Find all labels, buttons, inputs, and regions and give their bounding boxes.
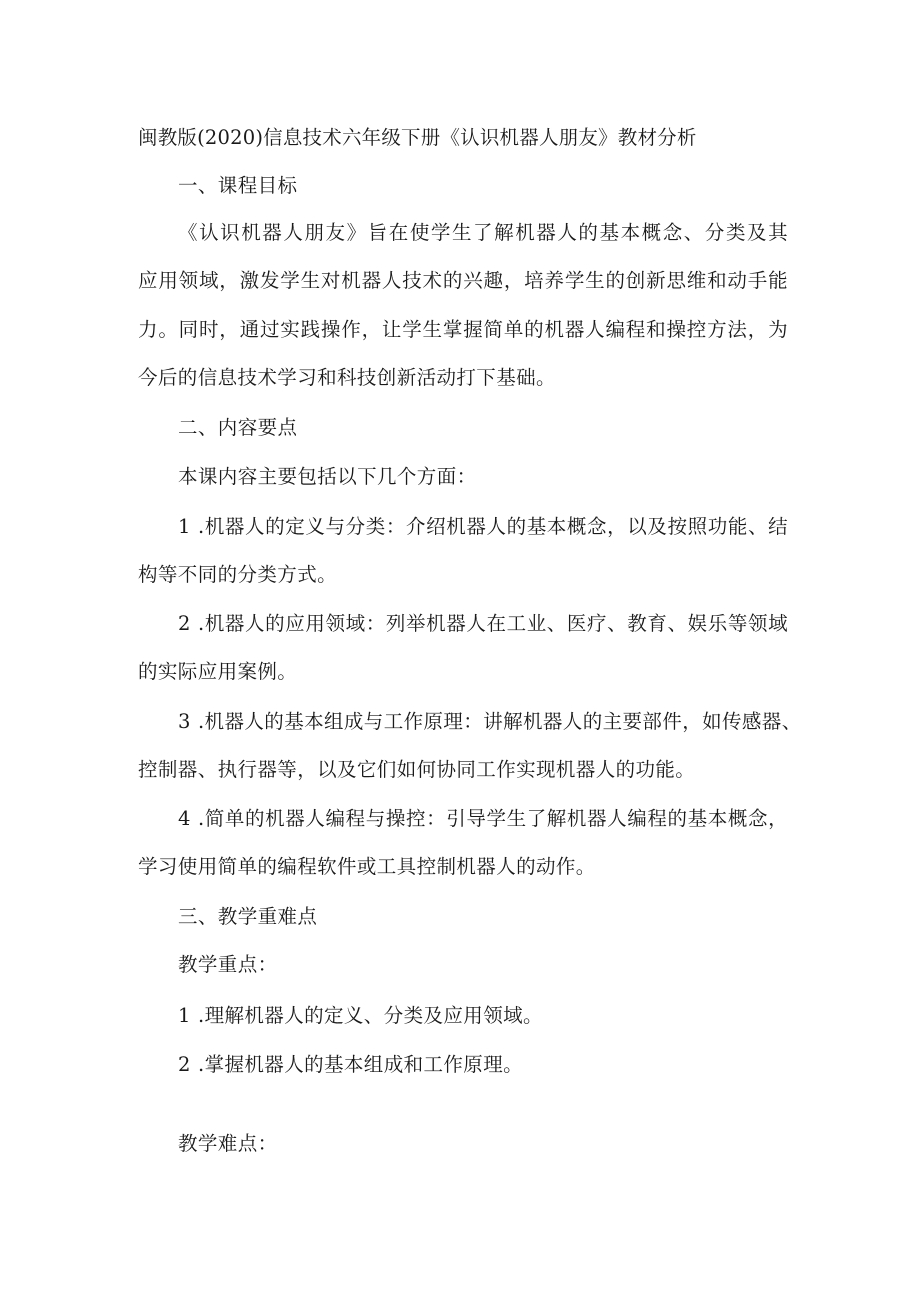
item-text: .理解机器人的定义、分类及应用领域。 (198, 1004, 543, 1027)
content-item-4-line-1 (178, 807, 788, 831)
content-item-3-line-1 (178, 710, 802, 734)
key-point-2 (178, 1053, 523, 1077)
goals-paragraph-line-2: 应用领域，激发学生对机器人技术的兴趣，培养学生的创新思维和动手能 (138, 269, 788, 292)
goals-paragraph-line-3: 力。同时，通过实践操作，让学生掌握简单的机器人编程和操控方法，为 (138, 318, 788, 341)
section-heading-content: 二、内容要点 (178, 416, 298, 439)
item-text: .掌握机器人的基本组成和工作原理。 (198, 1053, 523, 1076)
item-text: .机器人的基本组成与工作原理：讲解机器人的主要部件，如传感器、 (198, 710, 802, 733)
item-number: 3 (178, 710, 191, 733)
item-number: 2 (178, 1053, 191, 1076)
section-heading-goals: 一、课程目标 (178, 174, 298, 197)
content-item-1-line-1 (178, 515, 788, 539)
item-text: .机器人的应用领域：列举机器人在工业、医疗、教育、娱乐等领域 (198, 612, 788, 635)
content-item-4-line-2: 学习使用简单的编程软件或工具控制机器人的动作。 (138, 855, 596, 878)
key-points-label: 教学重点： (178, 953, 278, 976)
content-item-2-line-1 (178, 612, 788, 636)
goals-paragraph-line-4: 今后的信息技术学习和科技创新活动打下基础。 (138, 366, 556, 389)
section-heading-key-difficult: 三、教学重难点 (178, 905, 318, 928)
content-item-1-line-2: 构等不同的分类方式。 (138, 563, 338, 586)
item-text: .机器人的定义与分类：介绍机器人的基本概念，以及按照功能、结 (198, 515, 788, 538)
document-title: 闽教版(2020)信息技术六年级下册《认识机器人朋友》教材分析 (138, 126, 697, 149)
difficult-points-label: 教学难点： (178, 1132, 278, 1155)
item-number: 2 (178, 612, 191, 635)
item-number: 4 (178, 807, 191, 830)
goals-paragraph-line-1: 《认识机器人朋友》旨在使学生了解机器人的基本概念、分类及其 (178, 221, 788, 244)
item-number: 1 (178, 1004, 191, 1027)
content-item-3-line-2: 控制器、执行器等，以及它们如何协同工作实现机器人的功能。 (138, 758, 696, 781)
content-item-2-line-2: 的实际应用案例。 (138, 660, 298, 683)
content-intro: 本课内容主要包括以下几个方面： (178, 465, 477, 488)
item-number: 1 (178, 515, 191, 538)
item-text: .简单的机器人编程与操控：引导学生了解机器人编程的基本概念， (198, 807, 788, 830)
key-point-1 (178, 1004, 543, 1028)
